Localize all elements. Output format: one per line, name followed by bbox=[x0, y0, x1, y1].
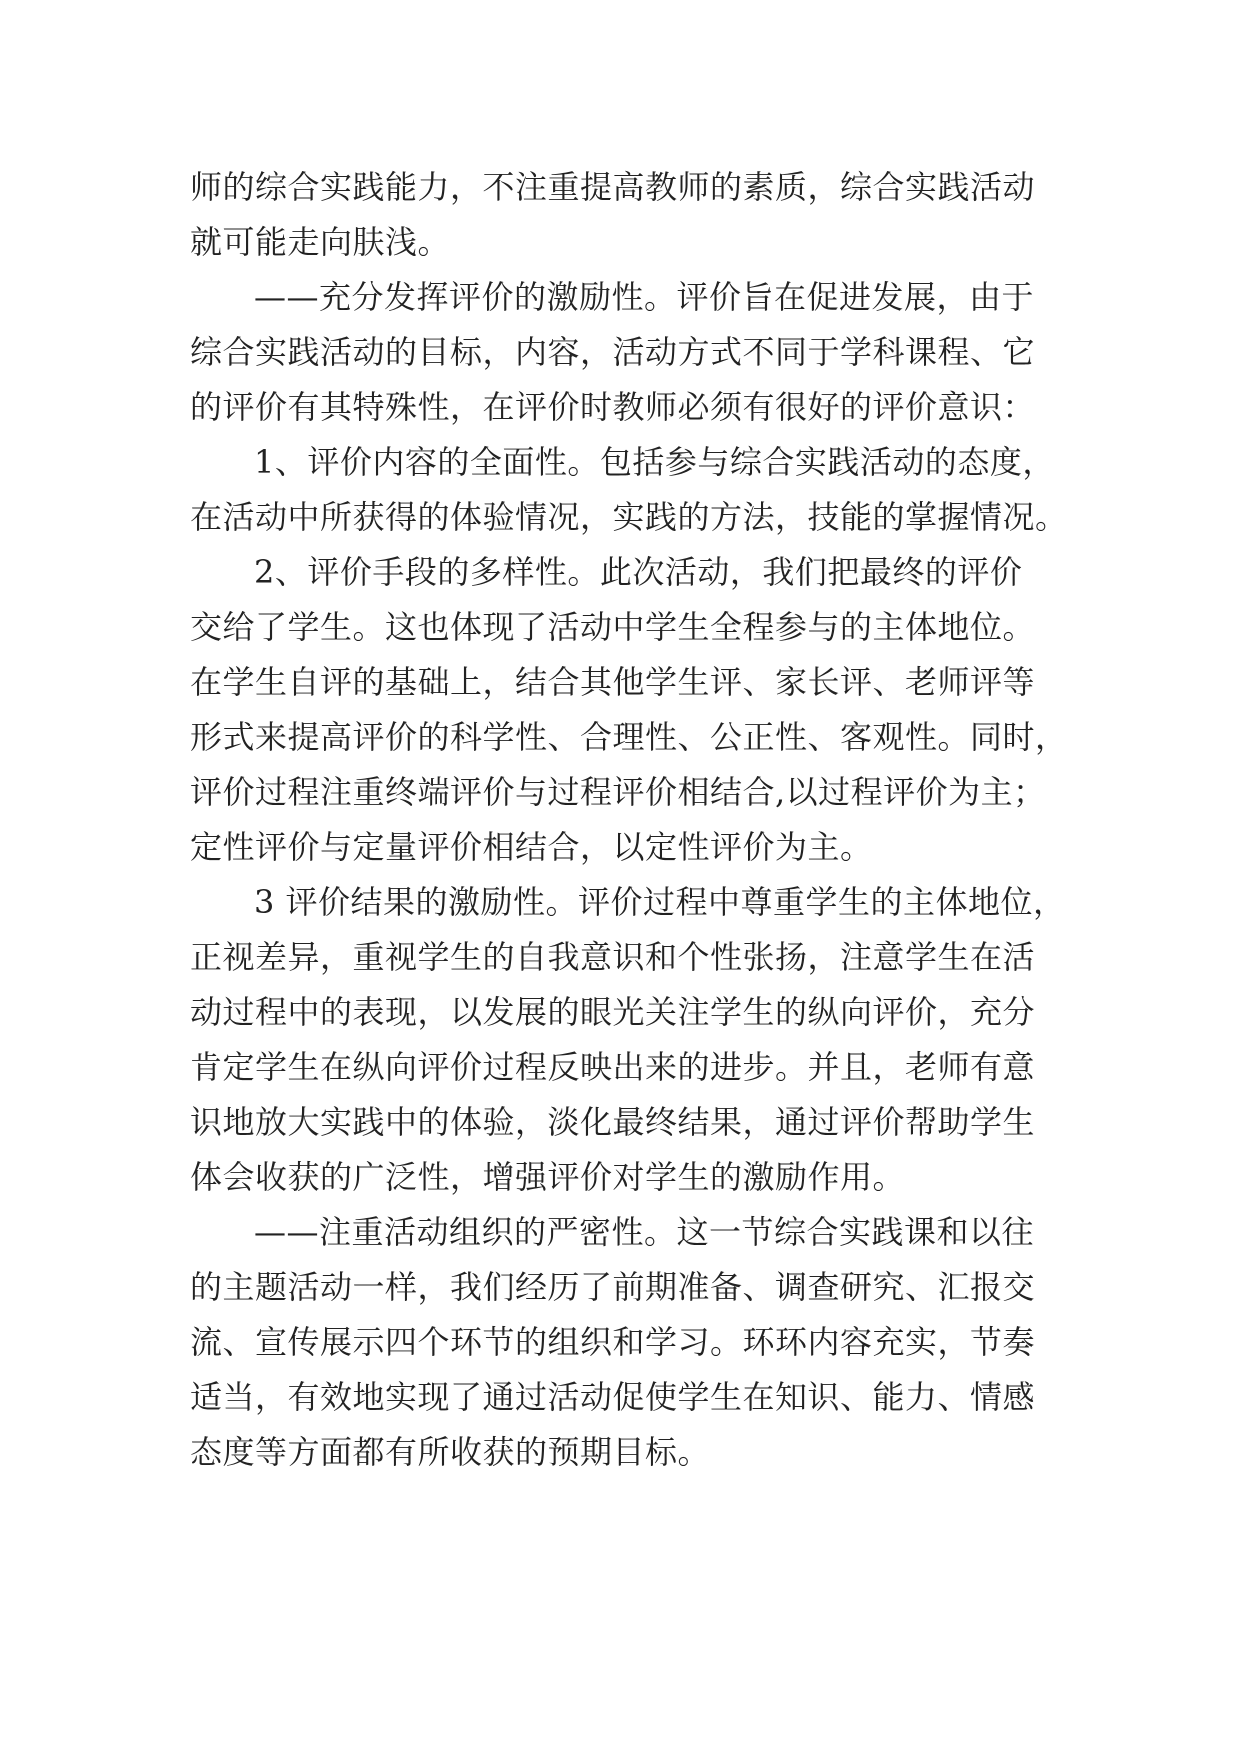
text-line: 形式来提高评价的科学性、合理性、公正性、客观性。同时， bbox=[190, 718, 1068, 756]
text-line: 师的综合实践能力，不注重提高教师的素质，综合实践活动 bbox=[190, 168, 1036, 206]
text-line: ——充分发挥评价的激励性。评价旨在促进发展，由于 bbox=[254, 278, 1035, 316]
text-line: 综合实践活动的目标，内容，活动方式不同于学科课程、它 bbox=[190, 333, 1036, 371]
text-line: 动过程中的表现，以发展的眼光关注学生的纵向评价，充分 bbox=[190, 993, 1036, 1031]
text-line: 3 评价结果的激励性。评价过程中尊重学生的主体地位， bbox=[254, 883, 1066, 921]
text-line: 适当，有效地实现了通过活动促使学生在知识、能力、情感 bbox=[190, 1378, 1036, 1416]
document-body bbox=[190, 160, 1070, 1480]
text-line: 评价过程注重终端评价与过程评价相结合,以过程评价为主； bbox=[190, 773, 1046, 811]
text-line: 肯定学生在纵向评价过程反映出来的进步。并且，老师有意 bbox=[190, 1048, 1036, 1086]
text-line: 在活动中所获得的体验情况，实践的方法，技能的掌握情况。 bbox=[190, 498, 1068, 536]
text-line: 交给了学生。这也体现了活动中学生全程参与的主体地位。 bbox=[190, 608, 1036, 646]
text-line: 流、宣传展示四个环节的组织和学习。环环内容充实，节奏 bbox=[190, 1323, 1036, 1361]
text-line: 识地放大实践中的体验，淡化最终结果，通过评价帮助学生 bbox=[190, 1103, 1036, 1141]
text-line: 2、评价手段的多样性。此次活动，我们把最终的评价 bbox=[254, 553, 1023, 591]
text-line: 就可能走向肤浅。 bbox=[190, 223, 451, 261]
text-line: 在学生自评的基础上，结合其他学生评、家长评、老师评等 bbox=[190, 663, 1036, 701]
text-line: 定性评价与定量评价相结合，以定性评价为主。 bbox=[190, 828, 873, 866]
text-line: 态度等方面都有所收获的预期目标。 bbox=[190, 1433, 711, 1471]
text-line: ——注重活动组织的严密性。这一节综合实践课和以往 bbox=[254, 1213, 1035, 1251]
text-line: 的评价有其特殊性，在评价时教师必须有很好的评价意识： bbox=[190, 388, 1036, 426]
text-line: 1、评价内容的全面性。包括参与综合实践活动的态度， bbox=[254, 443, 1055, 481]
text-line: 体会收获的广泛性，增强评价对学生的激励作用。 bbox=[190, 1158, 906, 1196]
text-line: 的主题活动一样，我们经历了前期准备、调查研究、汇报交 bbox=[190, 1268, 1036, 1306]
text-line: 正视差异，重视学生的自我意识和个性张扬，注意学生在活 bbox=[190, 938, 1036, 976]
